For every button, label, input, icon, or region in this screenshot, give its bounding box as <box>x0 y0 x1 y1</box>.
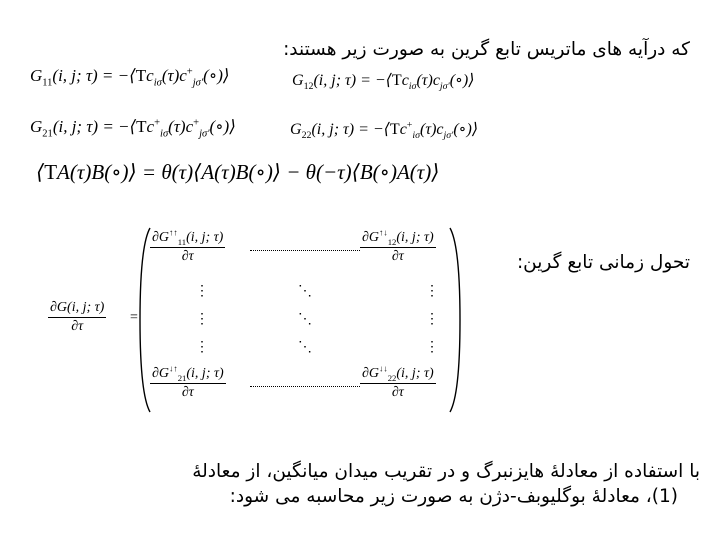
matrix-element-11: $\frac{\partial G^{↑↑}_{11}(i, j; \tau)}{\partial\tau}$ <box>152 227 224 264</box>
equation-time-ordering: ⟨TA(τ)B(∘)⟩ = θ(τ)⟨A(τ)B(∘)⟩ − θ(−τ)⟨B(∘)A(τ)⟩ <box>36 160 440 184</box>
matrix-ddots: ⋱ ⋱ ⋱ <box>298 284 312 355</box>
intro-text: که درآیه های ماتریس تابع گرین به صورت زیر هستند: <box>283 39 690 60</box>
matrix-equation <box>30 226 470 414</box>
matrix-lhs: $\frac{\partial G(i, j; \tau)}{\partial\tau}$ <box>50 300 105 334</box>
evolution-label: تحول زمانی تابع گرین: <box>516 252 690 273</box>
matrix-vdots-left: ⋮ ⋮ ⋮ <box>195 284 209 355</box>
equation-g12: $G_{12}(i$, j; $\tau) = -⟨Tc_{i\sigma}(\tau)c_{j\sigma'}(\circ)⟩$ <box>292 72 475 93</box>
bottom-text-line-2: (1)، معادلهٔ بوگلیوبف-دژن به صورت زیر محاسبه می شود: <box>229 486 678 507</box>
matrix-element-12: $\frac{\partial G^{↑↓}_{12}(i, j; \tau)}{\partial\tau}$ <box>362 227 434 264</box>
matrix-element-21: $\frac{\partial G^{↓↑}_{21}(i, j; \tau)}{\partial\tau}$ <box>152 363 224 400</box>
matrix-vdots-right: ⋮ ⋮ ⋮ <box>425 284 439 355</box>
equation-g22: $G_{22}(i$, j; $\tau) = -⟨Tc^+_{i\sigma}(\tau)c_{j\sigma'}(\circ)⟩$ <box>290 119 479 142</box>
equation-g21: $G_{21}(i$, j; $\tau) = -⟨Tc^+_{i\sigma}(\tau)c^+_{j\sigma'}(\circ)⟩$ <box>30 117 236 140</box>
equals-sign: = <box>130 310 138 325</box>
equation-g11: $G_{11}(i$, j; $\tau) = -⟨Tc_{i\sigma}(\tau)c^+_{j\sigma'}(\circ)⟩$ <box>30 66 230 89</box>
matrix-right-paren <box>448 226 462 414</box>
bottom-text-line-1: با استفاده از معادلهٔ هایزنبرگ و در تقریب میدان میانگین، از معادلهٔ <box>192 461 700 482</box>
matrix-bottom-dots <box>250 386 360 387</box>
matrix-top-dots <box>250 250 360 251</box>
matrix-element-22: $\frac{\partial G^{↓↓}_{22}(i, j; \tau)}{\partial\tau}$ <box>362 363 434 400</box>
